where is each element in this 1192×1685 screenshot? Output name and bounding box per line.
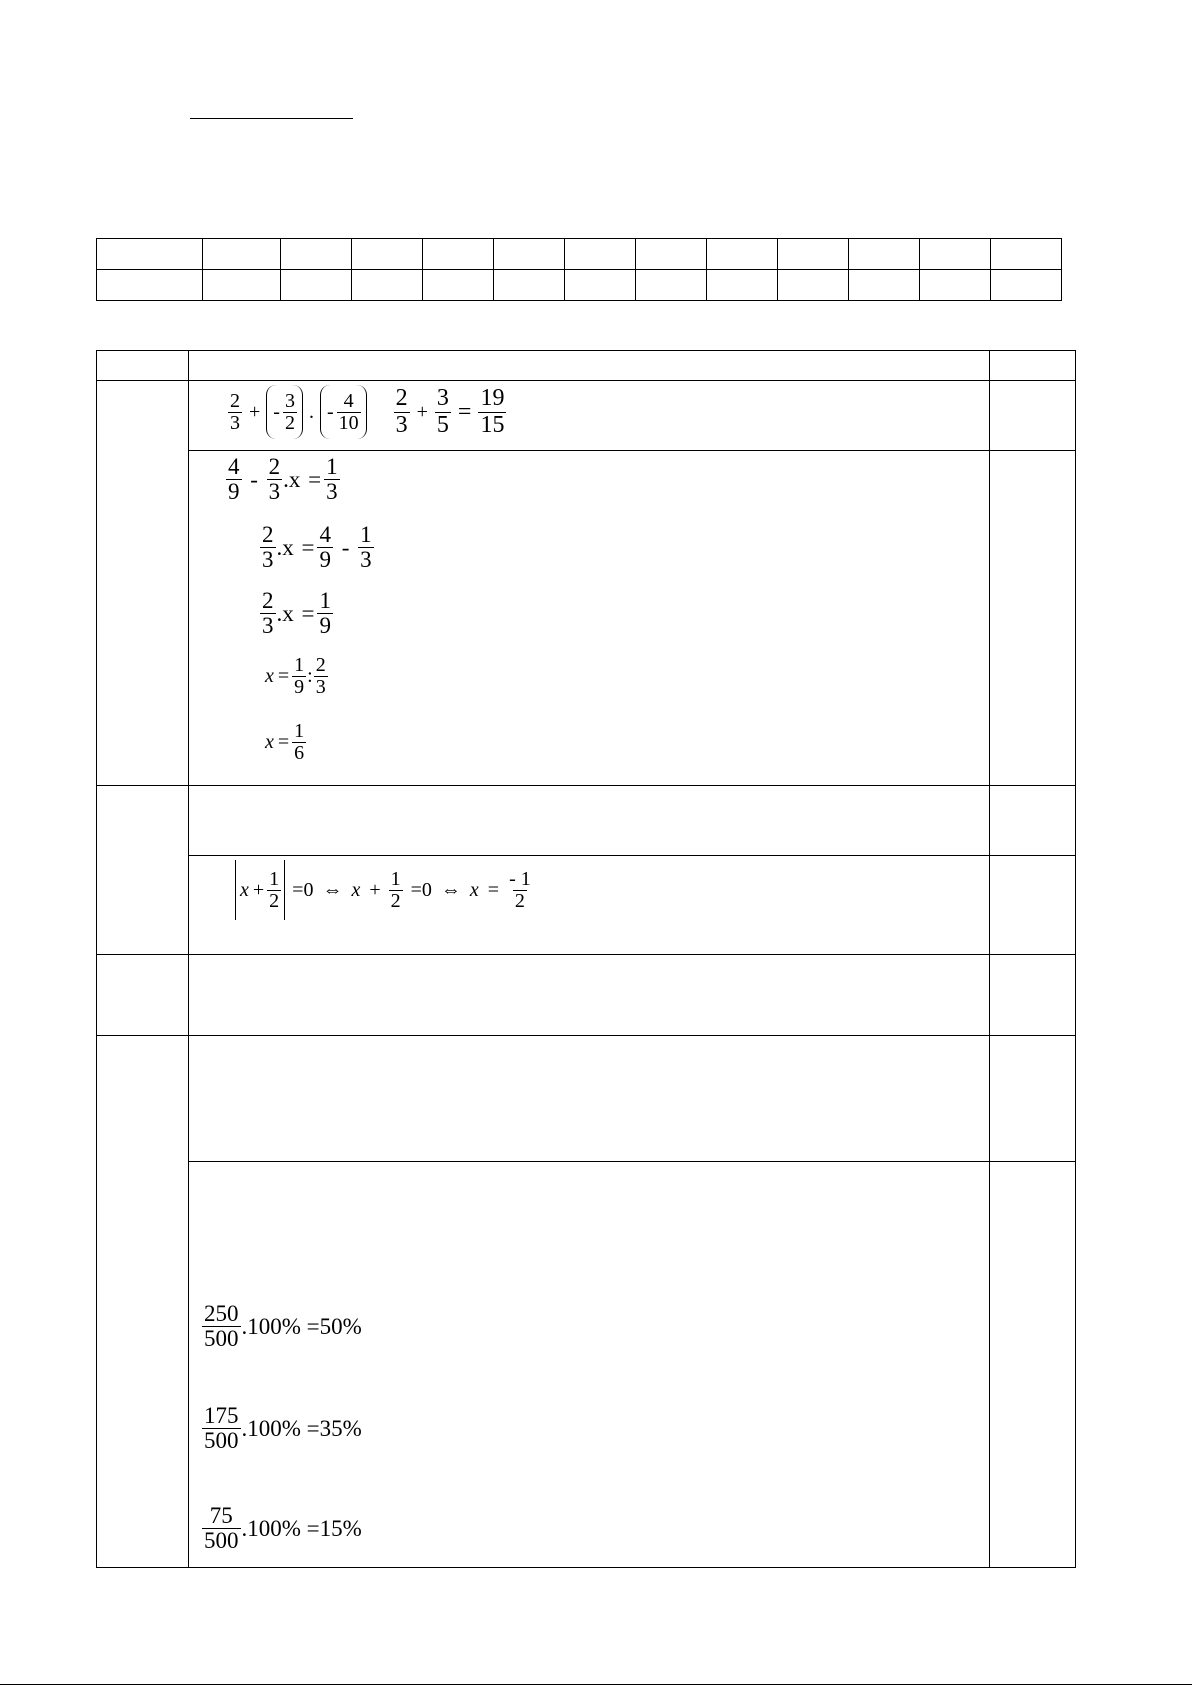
equation-line-5 (263, 721, 307, 764)
equals-zero: =0 (410, 878, 432, 901)
answer-cell-q4a (189, 1036, 990, 1162)
answer-cell-q4b (189, 1162, 990, 1568)
equation-q2b (235, 860, 534, 920)
answer-cell-q3 (189, 955, 990, 1036)
denominator: 2 (284, 411, 295, 434)
answer-key-cell (97, 239, 203, 270)
answer-key-cell (920, 239, 991, 270)
points-cell-q2a (990, 786, 1076, 856)
variable: x (469, 878, 479, 901)
answer-key-cell (494, 270, 565, 301)
fraction: $\frac{1}{9}$ (319, 588, 331, 639)
fraction (435, 386, 451, 437)
numerator: 19 (480, 385, 505, 412)
answer-cell-q1b (189, 451, 990, 786)
fraction: $\frac{75}{500}$ (204, 1503, 239, 1554)
points-cell-q2b (990, 856, 1076, 955)
answer-key-cell (565, 239, 636, 270)
answer-key-cell (778, 239, 849, 270)
operator: . (308, 400, 314, 423)
question-cell-q1 (97, 381, 189, 786)
fraction: $\frac{250}{500}$ (204, 1301, 239, 1352)
answer-key-cell (352, 239, 423, 270)
numerator: 2 (230, 389, 240, 412)
points-cell-q4b (990, 1162, 1076, 1568)
equals-sign: = (308, 466, 322, 492)
rubric-row-q4a (97, 1036, 1076, 1162)
answer-key-cell (423, 270, 494, 301)
rubric-header-points (990, 351, 1076, 381)
operator: + (369, 878, 381, 901)
absolute-value (235, 860, 285, 920)
fraction: $\frac{175}{500}$ (204, 1403, 239, 1454)
operator: + (249, 400, 261, 423)
equals-sign: = (277, 665, 290, 687)
equation-q1a: $\frac{2}{3}$ + - $\frac{3}{2}$ . - $\frac{4}{10}$ $\frac{2}{3}$ + $\frac{3}{5}$ = $\frac{19}{15}$ (230, 385, 505, 438)
rubric-row-q2b (97, 856, 1076, 955)
equals-sign: = (487, 878, 500, 901)
rubric-row-q4b (97, 1162, 1076, 1568)
equals-sign: = (457, 398, 472, 425)
equals-sign: = (301, 534, 315, 560)
percentage-result: .100% =35% (241, 1415, 362, 1441)
answer-key-cell (97, 270, 203, 301)
equation-line-1 (225, 455, 341, 504)
grading-rubric-table (96, 350, 1076, 1568)
header-underline (190, 118, 353, 119)
answer-key-cell (281, 270, 352, 301)
equals-zero: =0 (292, 878, 314, 901)
answer-key-cell (494, 239, 565, 270)
fraction (394, 386, 410, 437)
answer-key-cell (920, 270, 991, 301)
denominator: 3 (395, 411, 408, 438)
denominator: 3 (230, 411, 240, 434)
answer-key-cell (707, 270, 778, 301)
rubric-header-answer (189, 351, 990, 381)
question-cell-q2 (97, 786, 189, 955)
answer-key-row (97, 239, 1062, 270)
answer-key-cell (565, 270, 636, 301)
operator: : (307, 665, 313, 687)
equivalence-symbol: ⇔ (440, 878, 461, 901)
rubric-row-q1a (97, 381, 1076, 451)
variable: x (265, 665, 274, 687)
answer-key-cell (423, 239, 494, 270)
answer-key-cell (352, 270, 423, 301)
fraction: $\frac{1}{3}$ (360, 522, 372, 573)
variable: .x (283, 466, 301, 492)
percentage-line-1 (201, 1302, 362, 1351)
equation-line-4 (263, 655, 329, 698)
fraction: $\frac{2}{3}$ (268, 454, 281, 505)
fraction: $\frac{- 1}{2}$ (509, 867, 531, 912)
denominator: 15 (480, 411, 505, 438)
answer-key-cell (203, 239, 281, 270)
percentage-result: .100% =15% (241, 1515, 362, 1541)
variable: .x (276, 600, 294, 626)
answer-key-cell (849, 239, 920, 270)
numerator: 3 (436, 385, 449, 412)
fraction: $\frac{1}{6}$ (294, 720, 305, 764)
answer-key-cell (991, 239, 1062, 270)
answer-cell-q2a (189, 786, 990, 856)
points-cell-q3 (990, 955, 1076, 1036)
answer-key-cell (636, 239, 707, 270)
points-cell-q1b (990, 451, 1076, 786)
rubric-header-row (97, 351, 1076, 381)
points-cell-q1a (990, 381, 1076, 451)
fraction: $\frac{1}{9}$ (294, 654, 305, 698)
variable: x (265, 731, 274, 753)
denominator: 10 (338, 411, 359, 434)
fraction: $\frac{1}{2}$ (390, 867, 401, 912)
fraction (478, 386, 506, 437)
answer-key-cell (636, 270, 707, 301)
answer-key-cell (203, 270, 281, 301)
answer-cell-q1a (189, 381, 990, 451)
answer-key-cell (849, 270, 920, 301)
fraction: $\frac{2}{3}$ (262, 522, 274, 573)
numerator: 2 (395, 385, 408, 412)
variable: x (351, 878, 361, 901)
parenthesis-group (266, 385, 303, 439)
variable: x (240, 878, 249, 901)
question-cell-q4 (97, 1036, 189, 1568)
fraction: $\frac{2}{3}$ (262, 588, 274, 639)
fraction (283, 391, 297, 434)
equation-line-2 (259, 523, 375, 572)
operator: - (250, 466, 258, 492)
answer-key-row (97, 270, 1062, 301)
fraction: $\frac{2}{3}$ (315, 654, 326, 698)
answer-cell-q2b (189, 856, 990, 955)
numerator: 4 (343, 389, 354, 412)
fraction (228, 391, 242, 434)
rubric-row-q1b (97, 451, 1076, 786)
answer-key-cell (707, 239, 778, 270)
fraction: $\frac{4}{9}$ (228, 454, 240, 505)
sign: - (326, 400, 334, 423)
equation-line-3 (259, 589, 334, 638)
operator: - (341, 534, 350, 560)
percentage-line-2 (201, 1404, 362, 1453)
rubric-header-question (97, 351, 189, 381)
variable: .x (276, 534, 294, 560)
rubric-row-q3 (97, 955, 1076, 1036)
points-cell-q4a (990, 1036, 1076, 1162)
fraction: $\frac{4}{9}$ (319, 522, 331, 573)
parenthesis-group (320, 385, 367, 439)
answer-key-cell (778, 270, 849, 301)
rubric-row-q2a (97, 786, 1076, 856)
answer-key-cell (281, 239, 352, 270)
equivalence-symbol: ⇔ (322, 878, 343, 901)
fraction (337, 391, 361, 434)
equals-sign: = (301, 600, 315, 626)
percentage-line-3 (201, 1504, 362, 1553)
answer-key-cell (991, 270, 1062, 301)
equals-sign: = (277, 731, 290, 753)
answer-key-table (96, 238, 1062, 301)
operator: + (252, 878, 265, 901)
fraction: $\frac{1}{2}$ (269, 867, 280, 912)
percentage-result: .100% =50% (241, 1313, 362, 1339)
denominator: 5 (436, 411, 449, 438)
numerator: 3 (284, 389, 295, 412)
sign: - (273, 400, 280, 423)
question-cell-q3 (97, 955, 189, 1036)
fraction: $\frac{1}{3}$ (326, 454, 338, 505)
